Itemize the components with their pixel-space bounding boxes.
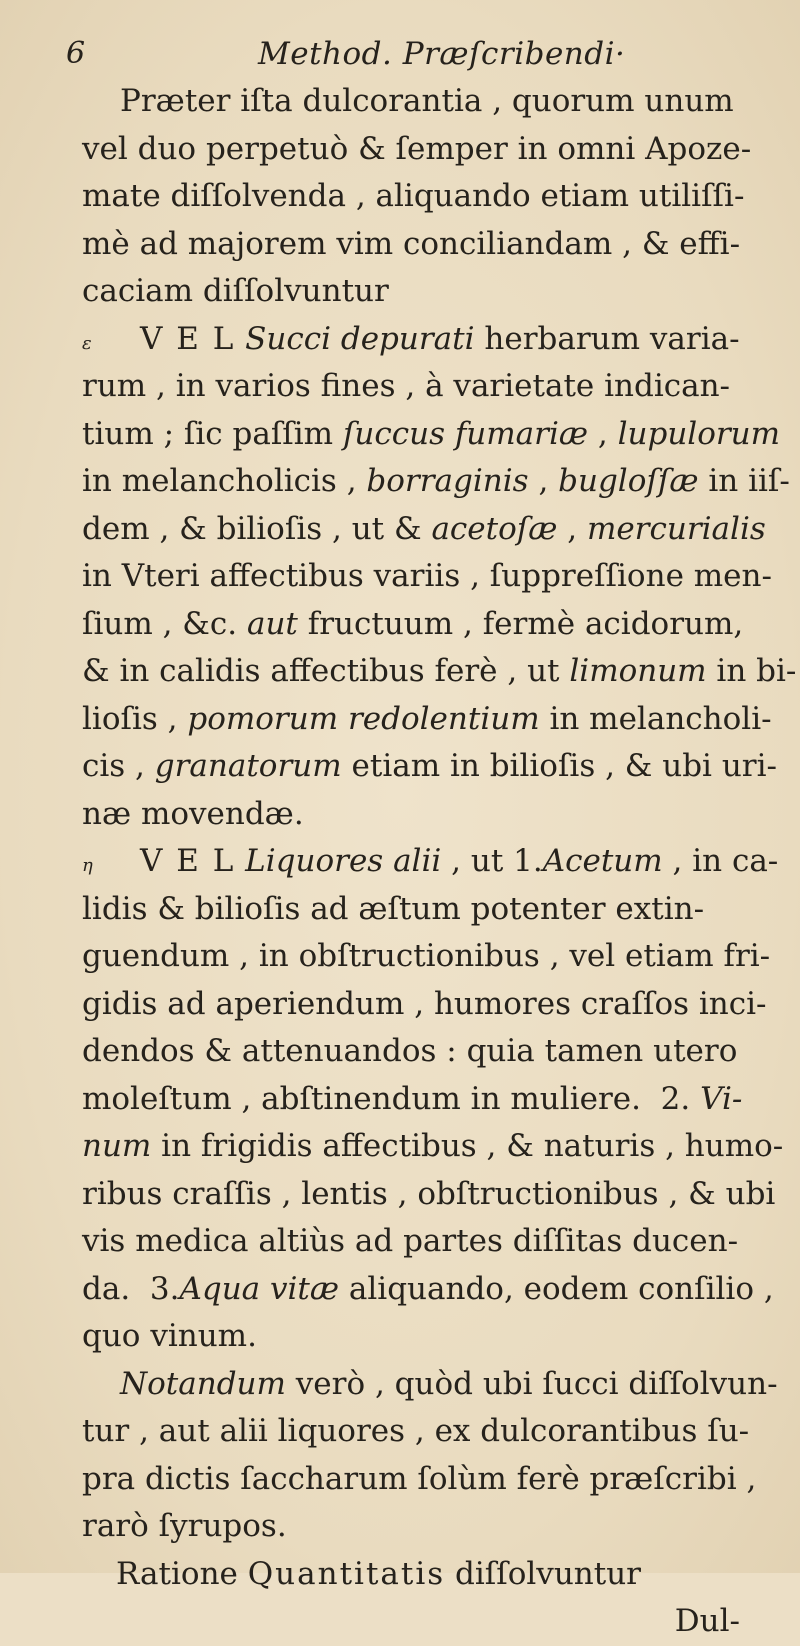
text-line: guendum , in obſtructionibus , vel etiam fri- [82,938,771,974]
section-marker: ε [82,332,92,354]
text-line: næ movendæ. [82,795,304,832]
section-marker: η [82,855,93,876]
text-line: dendos & attenuandos : quia tamen utero [82,1033,738,1069]
text-line: Ratione Quantitatis diſſolvuntur [116,1555,641,1592]
text-line: ε V E L Succi depurati herbarum varia- [82,316,762,364]
text-line: dem , & bilioſis , ut & acetoſæ , mercurialis [82,510,766,547]
text-line: η V E L Liquores alii , ut 1.Acetum , in ca- [82,838,762,886]
text-line: moleſtum , abſtinendum in muliere. 2. Vi- [82,1080,743,1117]
catchword: Dul- [674,1603,740,1639]
body-text [82,78,797,1646]
text-line: rarò ſyrupos. [82,1508,287,1544]
page-number: 6 [66,36,86,71]
text-line: Notandum verò , quòd ubi ſucci diſſolvun- [120,1365,778,1402]
text-line: ribus craſſis , lentis , obſtructionibus , & ubi [82,1175,776,1212]
text-line: mè ad majorem vim conciliandam , & effi- [82,225,741,262]
text-line: & in calidis affectibus ferè , ut limonum in bi- [82,653,797,689]
text-line: da. 3.Aqua vitæ aliquando, eodem conſilio , [82,1270,774,1307]
text-line: tur , aut alii liquores , ex dulcorantibus ſu- [82,1413,750,1449]
text-line: quo vinum. [82,1318,257,1354]
text-line: lioſis , pomorum redolentium in melancholi- [82,700,772,737]
text-line: tium ; ſic paſſim ſuccus fumariæ , lupulorum [82,415,781,452]
text-line: cis , granatorum etiam in bilioſis , & ubi uri- [82,748,778,784]
text-line: num in frigidis affectibus , & naturis , humo- [82,1128,784,1164]
text-line: vis medica altiùs ad partes diſſitas ducen- [82,1223,739,1259]
text-line: pra dictis ſaccharum ſolùm ferè præſcribi , [82,1460,757,1497]
text-line: gidis ad aperiendum , humores craſſos inci- [82,985,767,1022]
text-line: caciam diſſolvuntur [82,273,389,309]
running-head: Method. Præſcribendi· [258,36,626,72]
text-line: vel duo perpetuò & ſemper in omni Apoze- [82,130,752,167]
text-line: Præter iſta dulcorantia , quorum unum [120,83,734,119]
text-line: in Vteri affectibus variis , ſuppreſſione men- [82,558,772,594]
text-line: mate diſſolvenda , aliquando etiam utiliſſi- [82,178,745,214]
text-line: rum , in varios fines , à varietate indican- [82,368,731,404]
text-line: in melancholicis , borraginis , bugloſſæ in iiſ- [82,463,790,499]
text-line: lidis & bilioſis ad æſtum potenter extin- [82,890,705,927]
text-line: ſium , &c. aut fructuum , fermè acidorum, [82,605,744,642]
